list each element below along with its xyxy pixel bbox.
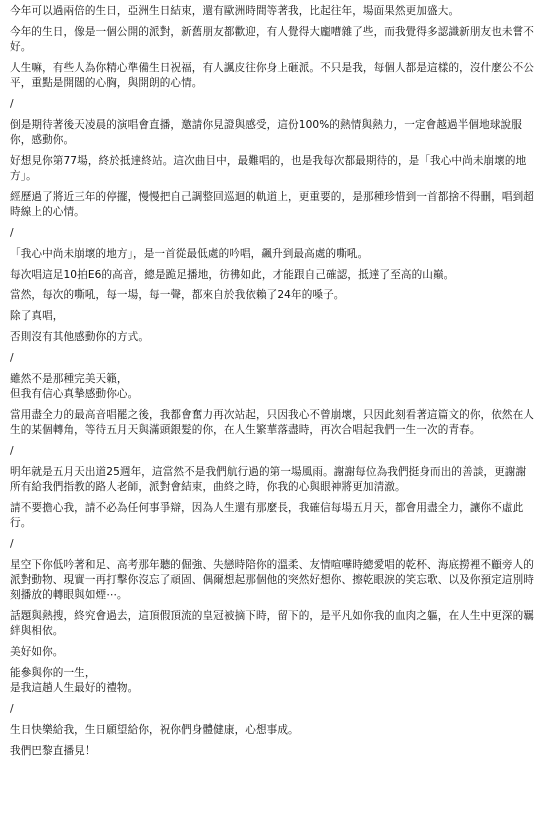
- section-divider: /: [10, 537, 14, 550]
- paragraph-public-party: 今年的生日，像是一個公開的派對，新舊朋友都歡迎，有人覺得大龐嘈雜了些，而我覺得多認識新朋友也未嘗不好。: [10, 25, 534, 54]
- paragraph-birthday-twice: 今年可以過兩倍的生日，亞洲生日結束，還有歐洲時間等著我，比起往年，場面果然更加盛大。: [10, 5, 460, 17]
- section-divider: /: [10, 444, 14, 457]
- section-divider: /: [10, 702, 14, 715]
- paragraph-high-note: 每次唱這足10拍E6的高音，總是跪足播地，彷彿如此，才能跟自己確認，抵達了至高的山巔。: [10, 268, 455, 281]
- paragraph-life-attitude: 人生嘛，有些人為你精心準備生日祝福，有人諷皮往你身上砸派。不只是我，每個人都是這樣的，沒什麼公不公平，重點是開闊的心胸，與開朗的心情。: [10, 61, 534, 90]
- paragraph-live-singing: 除了真唱，: [10, 310, 64, 323]
- paragraph-final-show: 好想見你第77場，終於抵達終站。這次曲目中，最難唱的，也是我每次都最期待的，是「我心中尚未崩壞的地方」。: [10, 154, 527, 183]
- section-divider: /: [10, 227, 14, 240]
- paragraph-25th-anniversary: 明年就是五月天出道25週年，這當然不是我們航行過的第一場風雨。謝謝每位為我們挺身而出的善談，更謝謝所有給我們指教的路人老師，派對會結束，曲終之時，你我的心與眼神將更加清澈。: [10, 465, 527, 493]
- paragraph-stand-up: 當用盡全力的最高音唱罷之後，我都會奮力再次站起，只因我心不曾崩壞，只因此刻看著這篇文的你，依然在人生的某個轉角，等待五月天與滿頭銀髮的你，在人生繁華落盡時，再次合唱起我們一生一次的青春。: [10, 408, 534, 437]
- section-divider: /: [10, 97, 14, 110]
- paragraph-concert-livestream: 倒是期待著後天凌晨的演唱會直播，邀請你見證與感受，這份100%的熱情與熱力，一定會越過半個地球說服你，感動你。: [10, 118, 522, 147]
- paragraph-crown: 話題與熱搜，終究會過去，這頂假頂流的皇冠被摘下時，留下的，是平凡如你我的血肉之軀，在人生中更深的羈絆與相依。: [10, 610, 534, 638]
- paragraph-song-list: 星空下你低吟著和足、高考那年聽的倔強、失戀時陪你的溫柔、友情喧嘩時總愛唱的乾杯、海底撈裡不顧旁人的派對動物、現實一再打擊你沒忘了頑固、偶爾想起那個他的突然好想你、擦乾眼淚的笑忘歌、以及你預定這別時刻播放的轉眼與如煙⋯。: [10, 558, 534, 602]
- paragraph-voice: 當然，每次的嘶吼，每一場，每一聲，都來自於我依賴了24年的嗓子。: [10, 289, 345, 302]
- paragraph-beautiful-you: 美好如你。: [10, 646, 64, 659]
- paragraph-best-gift: 能參與你的一生， 是我這趟人生最好的禮物。: [10, 666, 139, 695]
- paragraph-sincere: 雖然不是那種完美天籟， 但我有信心真摯感動你心。: [10, 372, 139, 400]
- section-divider: /: [10, 351, 14, 364]
- paragraph-no-other-way: 否則沒有其他感動你的方式。: [10, 331, 150, 344]
- paragraph-see-you-paris: 我們巴黎直播見！: [10, 744, 96, 757]
- paragraph-dont-worry: 請不要擔心我，請不必為任何事爭辯，因為人生還有那麼長，我確信每場五月天，都會用盡全力，讓你不虛此行。: [10, 501, 524, 530]
- paragraph-birthday-wish: 生日快樂給我，生日願望給你，祝你們身體健康，心想事成。: [10, 723, 299, 736]
- paragraph-three-years: 經歷過了將近三年的停擺，慢慢把自己調整回巡迴的軌道上，更重要的，是那種珍惜到一首都捨不得刪，唱到超時線上的心情。: [10, 190, 534, 219]
- paragraph-song-intro: 「我心中尚未崩壞的地方」，是一首從最低處的吟唱，飆升到最高處的嘶吼。: [10, 247, 369, 260]
